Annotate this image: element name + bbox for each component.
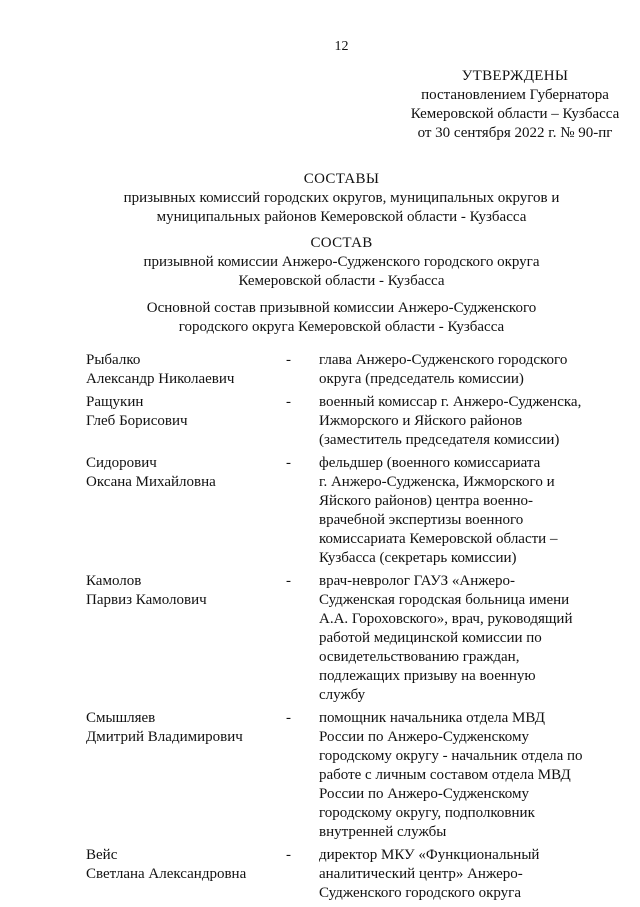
member-role	[319, 393, 606, 450]
member-given-name: Глеб Борисович	[86, 413, 188, 429]
member-role-line: округа (председатель комиссии)	[319, 371, 524, 387]
member-role-line: Ижморского и Яйского районов	[319, 413, 523, 429]
member-row	[86, 709, 606, 842]
member-row	[86, 393, 606, 450]
member-role-line: комиссариата Кемеровской области –	[319, 531, 558, 547]
basic-line-2: городского округа Кемеровской области - Кузбасса	[178, 319, 505, 335]
member-given-name: Светлана Александровна	[86, 866, 247, 882]
member-surname: Вейс	[86, 847, 118, 863]
approval-stamp	[330, 67, 640, 143]
member-role-line: городскому округу - начальник отдела по	[319, 748, 583, 764]
title-line-2: муниципальных районов Кемеровской области - Кузбасса	[156, 209, 527, 225]
member-name	[86, 393, 286, 450]
member-role-line: директор МКУ «Функциональный	[319, 847, 540, 863]
member-surname: Смышляев	[86, 710, 156, 726]
approval-line-1: постановлением Губернатора	[421, 87, 609, 103]
member-name	[86, 572, 286, 705]
member-role-line: помощник начальника отдела МВД	[319, 710, 545, 726]
member-role-line: работе с личным составом отдела МВД	[319, 767, 571, 783]
member-given-name: Оксана Михайловна	[86, 474, 216, 490]
member-role	[319, 351, 606, 389]
member-role-line: врачебной экспертизы военного	[319, 512, 524, 528]
member-name	[86, 351, 286, 389]
member-role-line: России по Анжеро-Судженскому	[319, 729, 529, 745]
member-role-line: подлежащих призыву на военную	[319, 668, 536, 684]
member-name	[86, 454, 286, 568]
member-given-name: Парвиз Камолович	[86, 592, 207, 608]
member-role-line: Судженская городская больница имени	[319, 592, 570, 608]
member-role	[319, 709, 606, 842]
member-role-line: военный комиссар г. Анжеро-Судженска,	[319, 394, 582, 410]
member-role-line: Судженского городского округа	[319, 885, 521, 901]
member-given-name: Дмитрий Владимирович	[86, 729, 243, 745]
member-surname: Ращукин	[86, 394, 144, 410]
member-role-line: Кузбасса (секретарь комиссии)	[319, 550, 517, 566]
approval-heading: УТВЕРЖДЕНЫ	[461, 68, 569, 84]
member-dash: -	[286, 710, 291, 726]
approval-line-2: Кемеровской области – Кузбасса	[410, 106, 620, 122]
subtitle-line-2: Кемеровской области - Кузбасса	[238, 273, 445, 289]
member-role	[319, 454, 606, 568]
member-role-line: Яйского районов) центра военно-	[319, 493, 534, 509]
basic-line-1: Основной состав призывной комиссии Анжеро-Судженского	[146, 300, 537, 316]
member-dash: -	[286, 352, 291, 368]
basic-composition-title	[0, 299, 640, 337]
member-dash: -	[286, 847, 291, 863]
document-title	[0, 170, 640, 227]
member-role	[319, 846, 606, 903]
member-dash: -	[286, 573, 291, 589]
title-word: СОСТАВЫ	[303, 171, 380, 187]
member-dash: -	[286, 394, 291, 410]
member-role-line: врач-невролог ГАУЗ «Анжеро-	[319, 573, 516, 589]
page-number: 12	[334, 39, 349, 54]
members-list	[86, 351, 606, 907]
member-surname: Сидорович	[86, 455, 157, 471]
member-role-line: г. Анжеро-Судженска, Ижморского и	[319, 474, 555, 490]
subtitle-word: СОСТАВ	[310, 235, 373, 251]
member-role-line: А.А. Гороховского», врач, руководящий	[319, 611, 573, 627]
member-role-line: аналитический центр» Анжеро-	[319, 866, 523, 882]
member-role-line: фельдшер (военного комиссариата	[319, 455, 541, 471]
member-surname: Камолов	[86, 573, 142, 589]
subtitle-line-1: призывной комиссии Анжеро-Судженского городского округа	[143, 254, 540, 270]
member-role-line: России по Анжеро-Судженскому	[319, 786, 529, 802]
title-line-1: призывных комиссий городских округов, муниципальных округов и	[123, 190, 560, 206]
member-role-line: работой медицинской комиссии по	[319, 630, 542, 646]
member-surname: Рыбалко	[86, 352, 141, 368]
member-row	[86, 846, 606, 903]
member-role	[319, 572, 606, 705]
member-role-line: службу	[319, 687, 366, 703]
member-role-line: освидетельствованию граждан,	[319, 649, 520, 665]
member-given-name: Александр Николаевич	[86, 371, 235, 387]
member-role-line: городскому округу, подполковник	[319, 805, 535, 821]
section-title	[0, 234, 640, 291]
member-role-line: внутренней службы	[319, 824, 447, 840]
member-role-line: глава Анжеро-Судженского городского	[319, 352, 568, 368]
member-role-line: (заместитель председателя комиссии)	[319, 432, 560, 448]
member-row	[86, 351, 606, 389]
member-name	[86, 709, 286, 842]
member-name	[86, 846, 286, 903]
member-row	[86, 572, 606, 705]
member-row	[86, 454, 606, 568]
approval-line-3: от 30 сентября 2022 г. № 90-пг	[417, 125, 613, 141]
member-dash: -	[286, 455, 291, 471]
